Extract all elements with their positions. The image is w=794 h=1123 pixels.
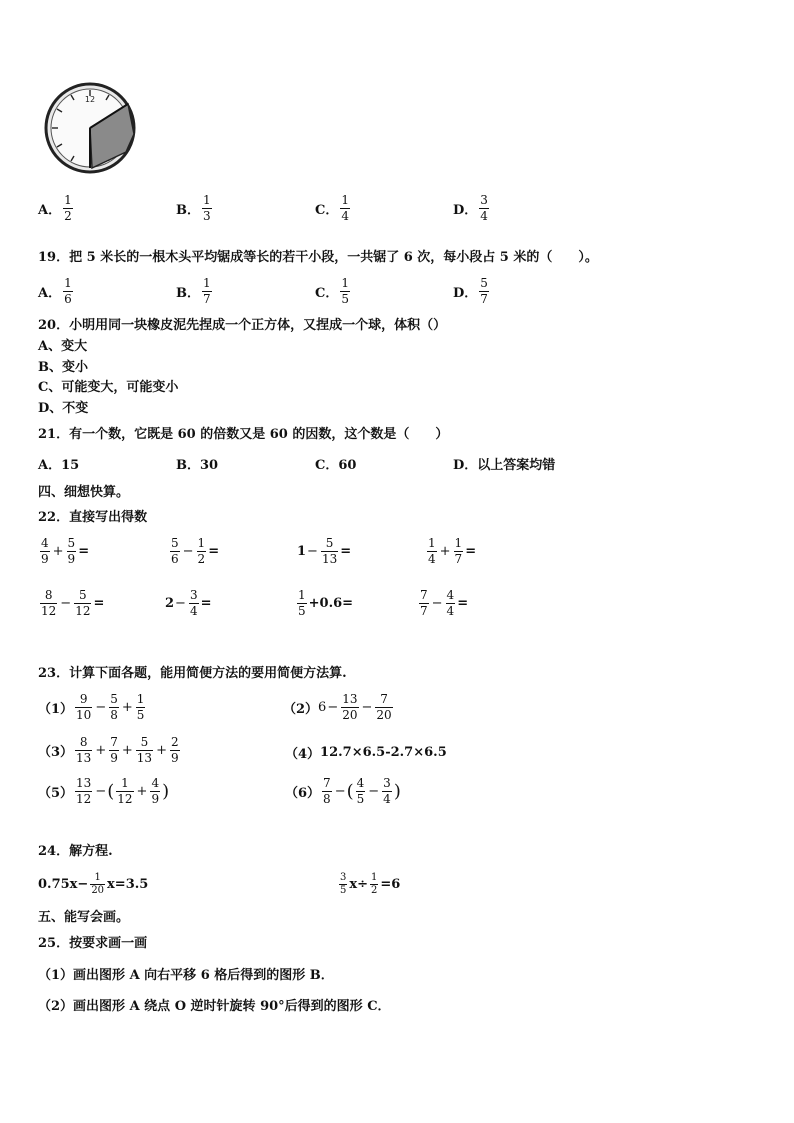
q22-expr-1: $\frac{4}{9}$ + $\frac{5}{9}$ =	[41, 536, 90, 566]
q22-expr-2: $\frac{5}{6}$ − $\frac{1}{2}$ =	[171, 536, 220, 566]
q23-problem-3: （3） $\frac{8}{13}$ + $\frac{7}{9}$ + $\frac{5}{13}$ + $\frac{2}{9}$	[38, 735, 179, 765]
q19-option-a: A． $\frac{1}{6}$	[38, 276, 72, 306]
q21-text: 21．有一个数，它既是 60 的倍数又是 60 的因数，这个数是（ ）	[38, 427, 449, 442]
q23-problem-4: （4） 12.7×6.5-2.7×6.5	[285, 745, 447, 762]
q24-equation-1: 0.75x− $\frac{1}{20}$ x=3.5	[38, 872, 149, 896]
q21-option-d: D．以上答案均错	[453, 458, 556, 473]
q22-expr-8: $\frac{7}{7}$ − $\frac{4}{4}$ =	[420, 588, 469, 618]
q25-sub-1: （1）画出图形 A 向右平移 6 格后得到的图形 B．	[38, 968, 334, 983]
q18-option-b: B． $\frac{1}{3}$	[176, 193, 211, 223]
q22-expr-4: $\frac{1}{4}$ + $\frac{1}{7}$ =	[428, 536, 477, 566]
q19-option-b: B． $\frac{1}{7}$	[176, 276, 211, 306]
q18-option-d: D． $\frac{3}{4}$	[453, 193, 488, 223]
q23-problem-6: （6） $\frac{7}{8}$ − ( $\frac{4}{5}$ − $\frac{3}{4}$ )	[285, 776, 401, 806]
q23-problem-5: （5） $\frac{13}{12}$ − ( $\frac{1}{12}$ + $\frac{4}{9}$ )	[38, 776, 170, 806]
q21-option-c: C．60	[315, 458, 357, 473]
q21-option-b: B．30	[176, 458, 219, 473]
q20-option-d: D、不变	[38, 401, 89, 416]
section-5-heading: 五、能写会画。	[38, 910, 130, 925]
q19-option-d: D． $\frac{5}{7}$	[453, 276, 488, 306]
q19-text: 19．把 5 米长的一根木头平均锯成等长的若干小段，一共锯了 6 次，每小段占 5 米的（ ）。	[38, 250, 598, 265]
q25-text: 25．按要求画一画	[38, 936, 148, 951]
q18-option-a: A． $\frac{1}{2}$	[38, 193, 72, 223]
q18-option-c: C． $\frac{1}{4}$	[315, 193, 349, 223]
q20-option-c: C、可能变大，可能变小	[38, 380, 179, 395]
q23-text: 23．计算下面各题，能用简便方法的要用简便方法算.	[38, 666, 347, 681]
q22-expr-3: 1 − $\frac{5}{13}$ =	[297, 536, 352, 566]
q22-expr-6: 2 − $\frac{3}{4}$ =	[165, 588, 212, 618]
q22-expr-5: $\frac{8}{12}$ − $\frac{5}{12}$ =	[41, 588, 105, 618]
q23-problem-1: （1） $\frac{9}{10}$ − $\frac{5}{8}$ + $\frac{1}{5}$	[38, 692, 145, 722]
section-4-heading: 四、细想快算。	[38, 485, 130, 500]
q22-text: 22．直接写出得数	[38, 510, 148, 525]
q24-equation-2: $\frac{3}{5}$ x÷ $\frac{1}{2}$ =6	[340, 872, 401, 896]
clock-figure	[40, 82, 140, 174]
q19-option-c: C． $\frac{1}{5}$	[315, 276, 349, 306]
q23-problem-2: （2） 6 − $\frac{13}{20}$ − $\frac{7}{20}$	[283, 692, 392, 722]
q20-option-a: A、变大	[38, 339, 88, 354]
q24-text: 24．解方程.	[38, 844, 113, 859]
clock-numeral: 12	[84, 95, 96, 104]
q20-text: 20．小明用同一块橡皮泥先捏成一个正方体，又捏成一个球，体积（）	[38, 318, 447, 333]
q22-expr-7: $\frac{1}{5}$ +0.6=	[298, 588, 354, 618]
q21-option-a: A．15	[38, 458, 80, 473]
q25-sub-2: （2）画出图形 A 绕点 O 逆时针旋转 90°后得到的图形 C．	[38, 999, 391, 1014]
q20-option-b: B、变小	[38, 360, 88, 375]
